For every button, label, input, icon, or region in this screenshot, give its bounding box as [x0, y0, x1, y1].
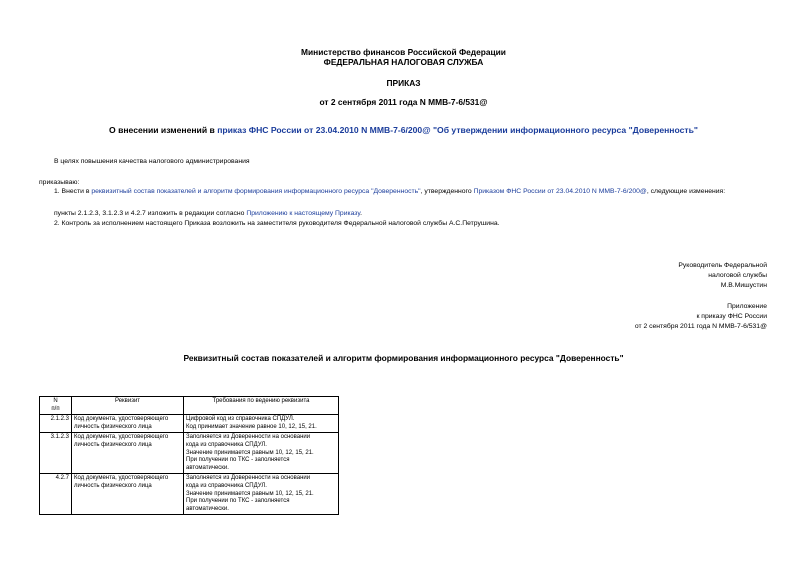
appendix-line1: Приложение: [727, 303, 767, 310]
item1-link-order[interactable]: Приказом ФНС России от 23.04.2010 N ММВ-7-6/200@: [473, 188, 647, 195]
order-word: приказываю:: [39, 179, 80, 186]
appendix-link[interactable]: Приложению к настоящему Приказу: [246, 210, 361, 217]
document-title: О внесении изменений в приказ ФНС России от 23.04.2010 N ММВ-7-6/200@ "Об утверждении информационного ресурса "Доверенность": [109, 125, 698, 135]
row-requisite: Код документа, удостоверяющего личность физического лица: [72, 474, 184, 515]
row-requisite: Код документа, удостоверяющего личность физического лица: [72, 415, 184, 433]
item-2: 2. Контроль за исполнением настоящего Приказа возложить на заместителя руководителя Федеральной налоговой службы А.С.Петрушина.: [54, 220, 500, 227]
doc-date: от 2 сентября 2011 года N ММВ-7-6/531@: [319, 97, 488, 107]
row-number: 4.2.7: [40, 474, 72, 515]
row-requisite: Код документа, удостоверяющего личность физического лица: [72, 433, 184, 474]
table-header-row: [40, 397, 339, 415]
signature-line1: Руководитель Федеральной: [678, 262, 767, 269]
col-header-number: N п/п: [40, 397, 72, 415]
service-name: ФЕДЕРАЛЬНАЯ НАЛОГОВАЯ СЛУЖБА: [323, 57, 484, 67]
col-header-requirements: Требования по ведению реквизита: [184, 397, 339, 415]
col-header-requisite: Реквизит: [72, 397, 184, 415]
intro-text: В целях повышения качества налогового администрирования: [54, 158, 250, 165]
requisites-table: [39, 396, 339, 515]
points-text: пункты 2.1.2.3, 3.1.2.3 и 4.2.7 изложить в редакции согласно Приложению к настоящему Приказу.: [54, 210, 362, 217]
table-row: [40, 433, 339, 474]
signature-line2: налоговой службы: [708, 272, 767, 279]
ministry-name: Министерство финансов Российской Федерации: [301, 47, 506, 57]
row-number: 2.1.2.3: [40, 415, 72, 433]
appendix-line2: к приказу ФНС России: [696, 313, 767, 320]
row-rule: Заполняется из Доверенности на основании кода из справочника СПДУЛ. Значение принимается равным 10, 12, 15, 21. При получении по ТКС - заполняется автоматически.: [184, 474, 339, 515]
row-rule: Цифровой код из справочника СПДУЛ. Код принимает значение равное 10, 12, 15, 21.: [184, 415, 339, 433]
row-number: 3.1.2.3: [40, 433, 72, 474]
row-rule: Заполняется из Доверенности на основании кода из справочника СПДУЛ. Значение принимается равным 10, 12, 15, 21. При получении по ТКС - заполняется автоматически.: [184, 433, 339, 474]
item-1: 1. Внести в реквизитный состав показателей и алгоритм формирования информационного ресурса "Доверенность", утвержденного Приказом ФНС России от 23.04.2010 N ММВ-7-6/200@, следующие изменения:: [54, 188, 726, 195]
signature-name: М.В.Мишустин: [720, 282, 767, 289]
title-link[interactable]: приказ ФНС России от 23.04.2010 N ММВ-7-6/200@ "Об утверждении информационного ресурса "Доверенность": [217, 125, 698, 135]
doc-type: ПРИКАЗ: [386, 78, 421, 88]
appendix-line3: от 2 сентября 2011 года N ММВ-7-6/531@: [634, 323, 767, 330]
table-row: [40, 474, 339, 515]
appendix-title: Реквизитный состав показателей и алгоритм формирования информационного ресурса "Доверенность": [183, 353, 624, 363]
item1-link-requisites[interactable]: реквизитный состав показателей и алгоритм формирования информационного ресурса "Доверенность": [91, 188, 421, 195]
table-row: [40, 415, 339, 433]
